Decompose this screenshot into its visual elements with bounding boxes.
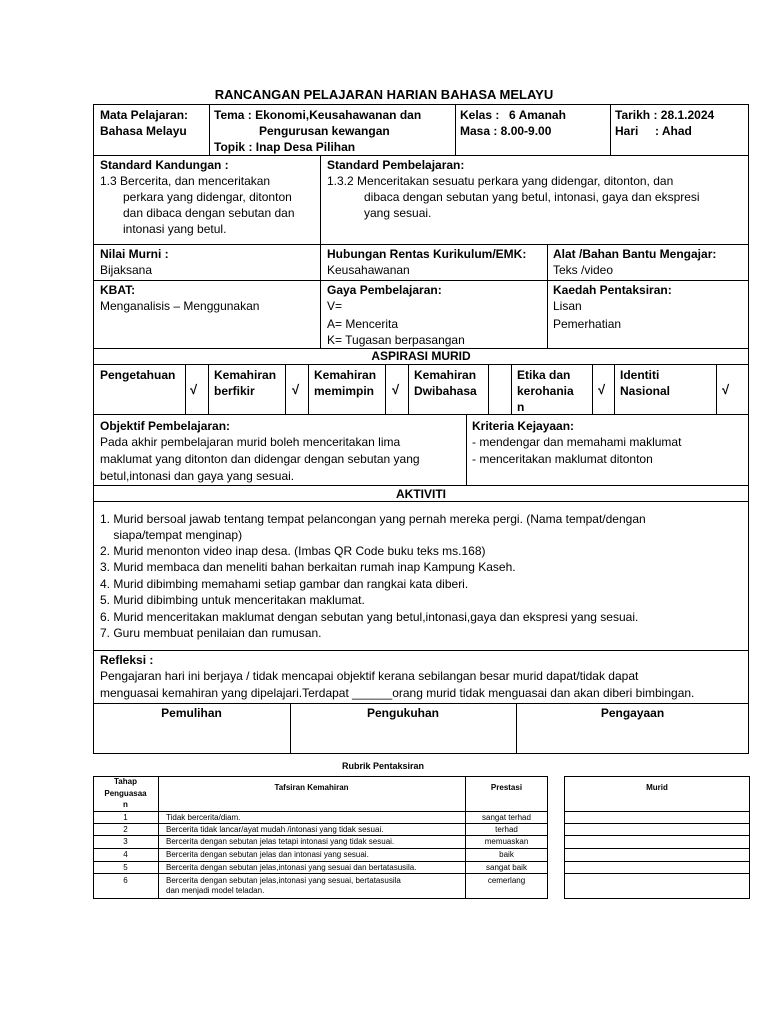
aspiration-knowledge: Pengetahuan (100, 368, 176, 382)
aspiration-leadership: memimpin (314, 384, 375, 398)
rubric-level: 5 (123, 863, 128, 872)
theme: Tema : Ekonomi,Keusahawanan dan (214, 108, 422, 122)
teaching-aids-value: Teks /video (553, 263, 614, 277)
aspiration-bilingual: Dwibahasa (414, 384, 477, 398)
learning-standard-label: Standard Pembelajaran: (327, 158, 465, 172)
rubric-grade: sangat baik (486, 863, 527, 872)
rubric-level-header: Tahap (114, 777, 137, 786)
criteria-line: - menceritakan maklumat ditonton (472, 452, 653, 466)
day-value: : Ahad (655, 124, 692, 138)
activity-item: 1. Murid bersoal jawab tentang tempat pelancongan yang pernah mereka pergi. (Nama tempat/dengan (100, 512, 646, 526)
learning-standard-line: yang sesuai. (364, 206, 432, 220)
rubric-desc: dan menjadi model teladan. (166, 886, 265, 895)
enrichment-header: Pengayaan (600, 706, 665, 720)
moral-value: Bijaksana (100, 263, 153, 277)
rubric-grade: sangat terhad (482, 813, 531, 822)
objective-line: Pada akhir pembelajaran murid boleh menceritakan lima (100, 435, 401, 449)
check-icon: √ (292, 382, 300, 397)
objective-line: maklumat yang ditonton dan didengar dengan sebutan yang (100, 452, 420, 466)
activity-item: 7. Guru membuat penilaian dan rumusan. (100, 626, 322, 640)
content-standard-label: Standard Kandungan : (100, 158, 229, 172)
rubric-grade-header: Prestasi (490, 783, 523, 792)
students-header: Murid (646, 783, 668, 792)
learning-style-line: V= (327, 299, 343, 313)
check-icon: √ (722, 382, 730, 397)
objective-line: betul,intonasi dan gaya yang sesuai. (100, 469, 295, 483)
learning-standard-line: dibaca dengan sebutan yang betul, intonasi, gaya dan ekspresi (364, 190, 700, 204)
rubric-desc: Bercerita dengan sebutan jelas tetapi intonasi yang tidak sesuai. (166, 837, 395, 846)
rubric-grade: baik (499, 850, 514, 859)
cross-curriculum-value: Keusahawanan (327, 263, 410, 277)
learning-style-line: K= Tugasan berpasangan (327, 333, 465, 347)
topic: Topik : Inap Desa Pilihan (214, 140, 356, 154)
rubric-title: Rubrik Pentaksiran (341, 761, 425, 771)
objective-label: Objektif Pembelajaran: (100, 419, 231, 433)
reflection-line: Pengajaran hari ini berjaya / tidak mencapai objektif kerana sebilangan besar murid dapat/tidak dapat (100, 669, 639, 683)
kbat-value: Menganalisis – Menggunakan (100, 299, 260, 313)
remedial-header: Pemulihan (161, 706, 222, 720)
activity-item: 4. Murid dibimbing memahami setiap gambar dan rangkai kata diberi. (100, 577, 469, 591)
activity-item: 2. Murid menonton video inap desa. (Imbas QR Code buku teks ms.168) (100, 544, 486, 558)
rubric-level-header: Penguasaa (104, 789, 147, 798)
aspiration-thinking: berfikir (214, 384, 255, 398)
aspiration-header: ASPIRASI MURID (371, 349, 471, 363)
rubric-desc: Bercerita tidak lancar/ayat mudah /intonasi yang tidak sesuai. (166, 825, 384, 834)
activity-item: siapa/tempat menginap) (100, 528, 243, 542)
learning-style-line: A= Mencerita (327, 317, 399, 331)
aspiration-thinking: Kemahiran (214, 368, 277, 382)
date: Tarikh : 28.1.2024 (615, 108, 715, 122)
check-icon: √ (190, 382, 198, 397)
time: Masa : 8.00-9.00 (460, 124, 552, 138)
rubric-level: 6 (123, 876, 128, 885)
rubric-level: 4 (123, 850, 128, 859)
rubric-level: 1 (123, 813, 128, 822)
aspiration-identity: Nasional (620, 384, 671, 398)
kbat-label: KBAT: (100, 283, 136, 297)
assessment-method-line: Pemerhatian (553, 317, 622, 331)
activities-header: AKTIVITI (396, 487, 446, 501)
content-standard-line: perkara yang didengar, ditonton (123, 190, 292, 204)
activity-item: 5. Murid dibimbing untuk menceritakan maklumat. (100, 593, 365, 607)
reinforcement-header: Pengukuhan (366, 706, 439, 720)
aspiration-bilingual: Kemahiran (414, 368, 477, 382)
aspiration-ethics: kerohania (517, 384, 574, 398)
cross-curriculum-label: Hubungan Rentas Kurikulum/EMK: (327, 247, 527, 261)
rubric-grade: terhad (495, 825, 518, 834)
class-value: 6 Amanah (509, 108, 566, 122)
rubric-desc: Bercerita dengan sebutan jelas,intonasi yang sesuai dan bertatasusila. (166, 863, 417, 872)
theme-cont: Pengurusan kewangan (259, 124, 390, 138)
check-icon: √ (598, 382, 606, 397)
rubric-desc: Bercerita dengan sebutan jelas dan intonasi yang sesuai. (166, 850, 369, 859)
students-table (564, 776, 750, 899)
aspiration-ethics: Etika dan (517, 368, 571, 382)
content-standard-line: intonasi yang betul. (123, 222, 227, 236)
criteria-label: Kriteria Kejayaan: (472, 419, 575, 433)
rubric-desc: Tidak bercerita/diam. (166, 813, 241, 822)
check-icon: √ (392, 382, 400, 397)
day-label: Hari (615, 124, 639, 138)
subject-value: Bahasa Melayu (100, 124, 187, 138)
rubric-desc: Bercerita dengan sebutan jelas,intonasi yang sesuai, bertatasusila (166, 876, 401, 885)
assessment-method-label: Kaedah Pentaksiran: (553, 283, 672, 297)
rubric-level: 2 (123, 825, 128, 834)
aspiration-identity: Identiti (620, 368, 660, 382)
rubric-level: 3 (123, 837, 128, 846)
activity-item: 6. Murid menceritakan maklumat dengan sebutan yang betul,intonasi,gaya dan ekspresi yang sesuai. (100, 610, 639, 624)
class-label: Kelas : (460, 108, 500, 122)
reflection-line: menguasai kemahiran yang dipelajari.Terdapat ______orang murid tidak menguasai dan akan diberi bimbingan. (100, 686, 695, 700)
learning-standard-line: 1.3.2 Menceritakan sesuatu perkara yang didengar, ditonton, dan (327, 174, 674, 188)
learning-style-label: Gaya Pembelajaran: (327, 283, 442, 297)
reflection-label: Refleksi : (100, 653, 154, 667)
moral-value-label: Nilai Murni : (100, 247, 169, 261)
criteria-line: - mendengar dan memahami maklumat (472, 435, 682, 449)
page-title: RANCANGAN PELAJARAN HARIAN BAHASA MELAYU (214, 87, 554, 102)
rubric-level-header: n (123, 800, 128, 809)
rubric-grade: cemerlang (487, 876, 526, 885)
subject-label: Mata Pelajaran: (100, 108, 189, 122)
assessment-method-line: Lisan (553, 299, 582, 313)
content-standard-line: 1.3 Bercerita, dan menceritakan (100, 174, 271, 188)
rubric-desc-header: Tafsiran Kemahiran (274, 783, 349, 792)
aspiration-leadership: Kemahiran (314, 368, 377, 382)
teaching-aids-label: Alat /Bahan Bantu Mengajar: (553, 247, 717, 261)
rubric-grade: memuaskan (484, 837, 529, 846)
aspiration-ethics: n (517, 400, 525, 414)
activity-item: 3. Murid membaca dan meneliti bahan berkaitan rumah inap Kampung Kaseh. (100, 560, 516, 574)
content-standard-line: dan dibaca dengan sebutan dan (123, 206, 295, 220)
